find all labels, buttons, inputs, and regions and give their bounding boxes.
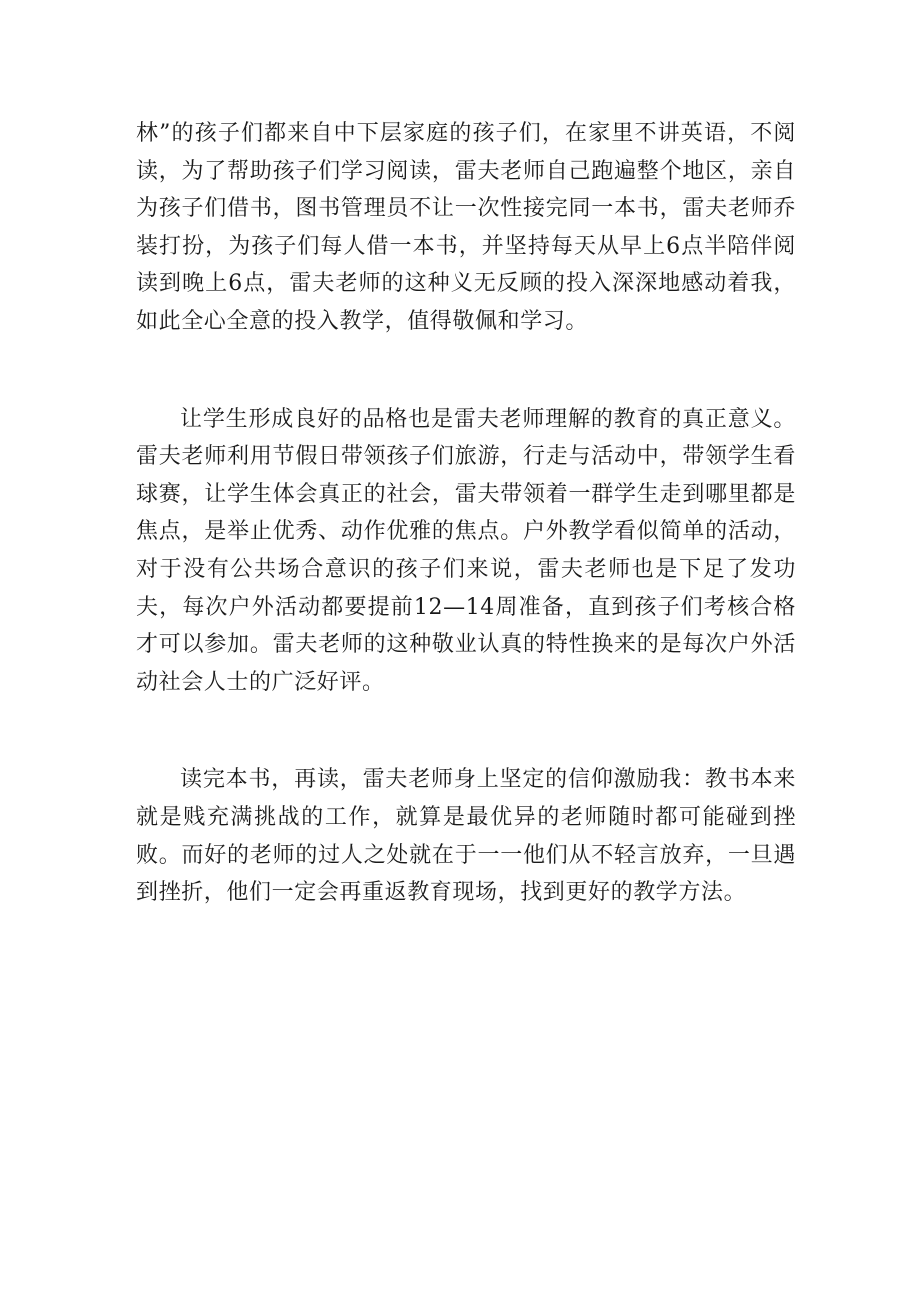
- paragraph-3: 读完本书，再读，雷夫老师身上坚定的信仰激励我：教书本来就是贱充满挑战的工作，就算是最优异的老师随时都可能碰到挫败。而好的老师的过人之处就在于一一他们从不轻言放弃，一旦遇到挫折，他们一定会再重返教育现场，找到更好的教学方法。: [136, 767, 796, 906]
- paragraph-1: 林”的孩子们都来自中下层家庭的孩子们，在家里不讲英语，不阅读，为了帮助孩子们学习阅读，雷夫老师自己跑遍整个地区，亲自为孩子们借书，图书管理员不让一次性接完同一本书，雷夫老师乔装打扮，为孩子们每人借一本书，并坚持每天从早上6点半陪伴阅读到晚上6点，雷夫老师的这种义无反顾的投入深深地感动着我，如此全心全意的投入教学，值得敬佩和学习。: [136, 121, 796, 334]
- paragraph-2: 让学生形成良好的品格也是雷夫老师理解的教育的真正意义。雷夫老师利用节假日带领孩子们旅游，行走与活动中，带领学生看球赛，让学生体会真正的社会，雷夫带领着一群学生走到哪里都是焦点，是举止优秀、动作优雅的焦点。户外教学看似简单的活动，对于没有公共场合意识的孩子们来说，雷夫老师也是下足了发功夫，每次户外活动都要提前12—14周准备，直到孩子们考核合格才可以参加。雷夫老师的这种敬业认真的特性换来的是每次户外活动社会人士的广泛好评。: [136, 406, 796, 695]
- document-body: [136, 115, 796, 912]
- paragraph-gap: [136, 701, 796, 761]
- paragraph-gap: [136, 341, 796, 401]
